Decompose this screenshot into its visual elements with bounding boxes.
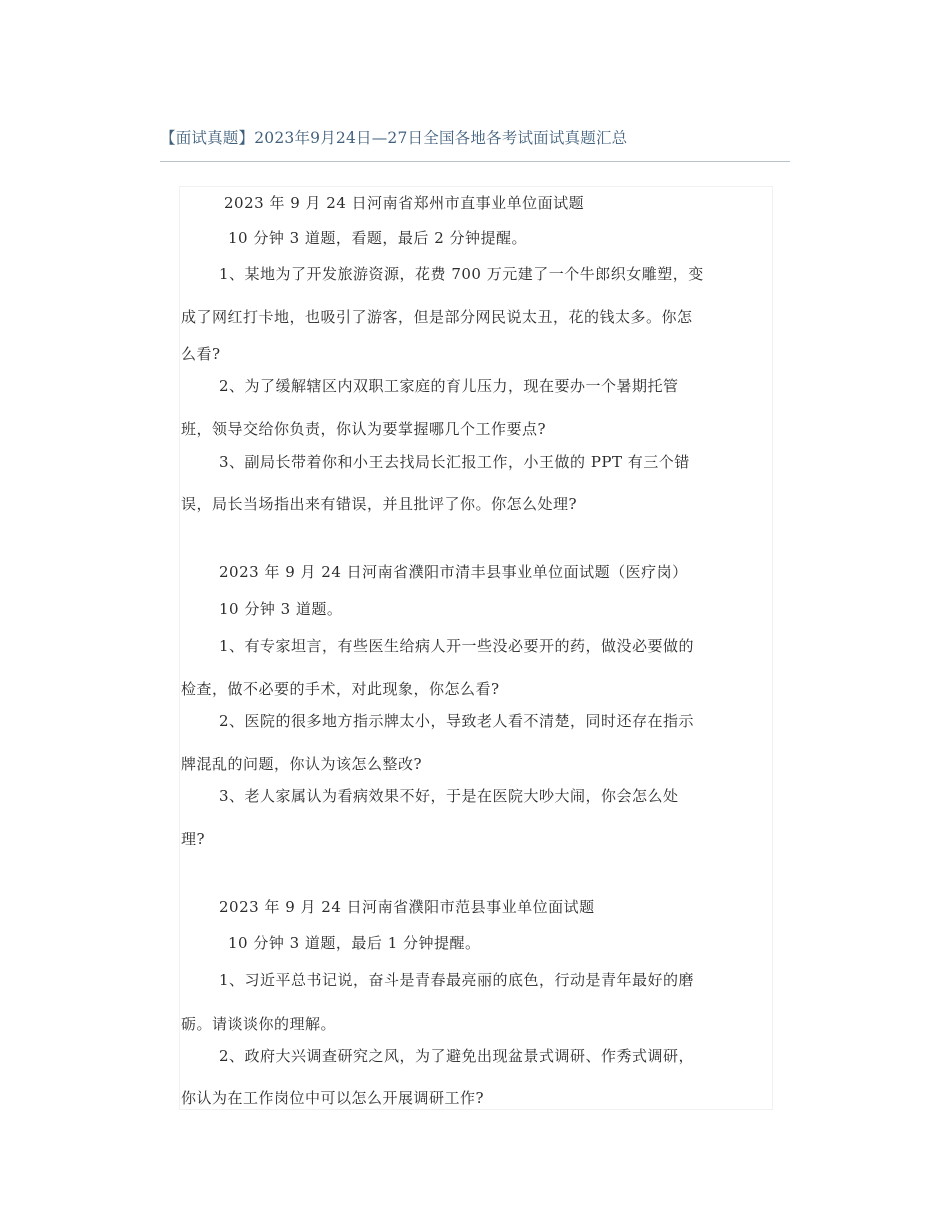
section-3-question-1-line-1: 1、习近平总书记说，奋斗是青春最亮丽的底色，行动是青年最好的磨	[219, 971, 695, 989]
section-3-heading: 2023 年 9 月 24 日河南省濮阳市范县事业单位面试题	[219, 898, 595, 916]
section-1-instructions: 10 分钟 3 道题，看题，最后 2 分钟提醒。	[228, 229, 528, 247]
section-2-question-3-line-2: 理?	[181, 830, 206, 848]
section-1-question-1-line-1: 1、某地为了开发旅游资源，花费 700 万元建了一个牛郎织女雕塑，变	[219, 265, 704, 283]
section-1-heading: 2023 年 9 月 24 日河南省郑州市直事业单位面试题	[224, 194, 585, 212]
section-1-question-3-line-1: 3、副局长带着你和小王去找局长汇报工作，小王做的 PPT 有三个错	[219, 453, 690, 471]
document-title: 【面试真题】2023年9月24日—27日全国各地各考试面试真题汇总	[160, 129, 628, 147]
title-divider	[160, 161, 790, 162]
section-3-question-2-line-2: 你认为在工作岗位中可以怎么开展调研工作?	[181, 1089, 485, 1107]
section-2-question-2-line-1: 2、医院的很多地方指示牌太小，导致老人看不清楚，同时还存在指示	[219, 712, 695, 730]
section-2-question-3-line-1: 3、老人家属认为看病效果不好，于是在医院大吵大闹，你会怎么处	[219, 787, 679, 805]
section-2-heading: 2023 年 9 月 24 日河南省濮阳市清丰县事业单位面试题（医疗岗）	[219, 563, 688, 581]
section-3-question-2-line-1: 2、政府大兴调查研究之风，为了避免出现盆景式调研、作秀式调研，	[219, 1047, 695, 1065]
section-3-instructions: 10 分钟 3 道题，最后 1 分钟提醒。	[228, 934, 481, 952]
section-1-question-1-line-2: 成了网红打卡地，也吸引了游客，但是部分网民说太丑，花的钱太多。你怎	[181, 308, 693, 326]
section-2-question-1-line-2: 检查，做不必要的手术，对此现象，你怎么看?	[181, 680, 500, 698]
section-1-question-2-line-2: 班，领导交给你负责，你认为要掌握哪几个工作要点?	[181, 420, 547, 438]
section-3-question-1-line-2: 砺。请谈谈你的理解。	[181, 1015, 337, 1033]
section-1-question-3-line-2: 误，局长当场指出来有错误，并且批评了你。你怎么处理?	[181, 495, 578, 513]
section-2-instructions: 10 分钟 3 道题。	[219, 600, 343, 618]
section-2-question-1-line-1: 1、有专家坦言，有些医生给病人开一些没必要开的药，做没必要做的	[219, 637, 695, 655]
section-1-question-2-line-1: 2、为了缓解辖区内双职工家庭的育儿压力，现在要办一个暑期托管	[219, 377, 679, 395]
section-2-question-2-line-2: 牌混乱的问题，你认为该怎么整改?	[181, 755, 423, 773]
section-1-question-1-line-3: 么看?	[181, 345, 221, 363]
